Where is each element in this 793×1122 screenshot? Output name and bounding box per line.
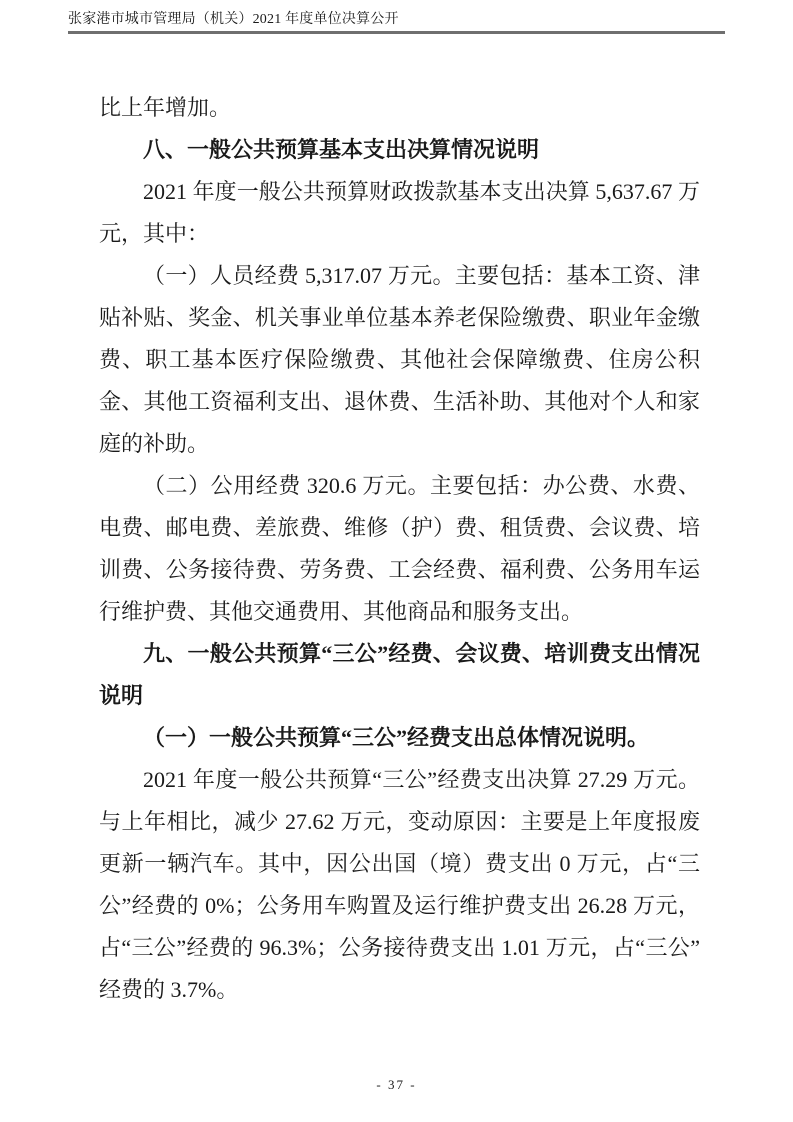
paragraph-public-funds: （二）公用经费 320.6 万元。主要包括：办公费、水费、电费、邮电费、差旅费、维修（护）费、租赁费、会议费、培训费、公务接待费、劳务费、工会经费、福利费、公务用车运行维护费、其他交通费用、其他商品和服务支出。 [99,473,700,624]
section-heading-three-public-expenses: 九、一般公共预算“三公”经费、会议费、培训费支出情况说明 [99,641,700,708]
section-heading-basic-expenditure: 八、一般公共预算基本支出决算情况说明 [143,137,540,162]
document-body [99,87,700,1011]
page-number: - 37 - [376,1077,417,1092]
paragraph-personnel-funds: （一）人员经费 5,317.07 万元。主要包括：基本工资、津贴补贴、奖金、机关事业单位基本养老保险缴费、职业年金缴费、职工基本医疗保险缴费、其他社会保障缴费、住房公积金、其他工资福利支出、退休费、生活补助、其他对个人和家庭的补助。 [99,263,700,456]
page-footer [0,1076,793,1094]
page-header [68,10,725,34]
paragraph-three-public-details: 2021 年度一般公共预算“三公”经费支出决算 27.29 万元。与上年相比，减少 27.62 万元，变动原因：主要是上年度报废更新一辆汽车。其中，因公出国（境）费支出 0 万元，占“三公”经费的 0%；公务用车购置及运行维护费支出 26.28 万元，占“三公”经费的 96.3%；公务接待费支出 1.01 万元，占“三公”经费的 3.7%。 [99,767,700,1002]
paragraph-continued-from-previous-page: 比上年增加。 [99,95,232,120]
document-header-title: 张家港市城市管理局（机关）2021 年度单位决算公开 [68,12,399,27]
header-rule [68,31,725,34]
subsection-heading-three-public-overview: （一）一般公共预算“三公”经费支出总体情况说明。 [143,725,650,750]
paragraph-basic-expenditure-total: 2021 年度一般公共预算财政拨款基本支出决算 5,637.67 万元，其中： [99,179,700,246]
